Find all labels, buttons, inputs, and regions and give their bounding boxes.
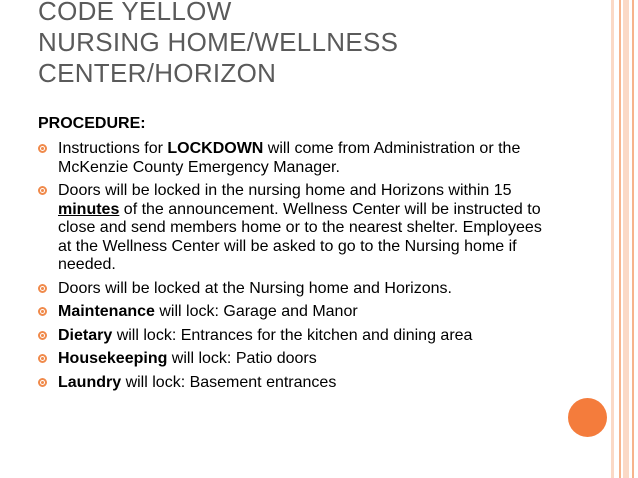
bullet-list <box>38 140 558 392</box>
list-item: Laundry will lock: Basement entrances <box>38 374 558 393</box>
ring-bullet-icon <box>38 144 47 153</box>
slide-content <box>38 114 558 397</box>
stripe-1 <box>611 0 614 478</box>
list-item: Dietary will lock: Entrances for the kitchen and dining area <box>38 327 558 346</box>
list-item: Housekeeping will lock: Patio doors <box>38 350 558 369</box>
title-line-3: CENTER/HORIZON <box>38 58 277 88</box>
list-item: Doors will be locked at the Nursing home and Horizons. <box>38 280 558 299</box>
right-stripe-decoration <box>606 0 638 478</box>
ring-bullet-icon <box>38 354 47 363</box>
ring-bullet-icon <box>38 307 47 316</box>
title-line-1: CODE YELLOW <box>38 0 232 26</box>
ring-bullet-icon <box>38 186 47 195</box>
ring-bullet-icon <box>38 331 47 340</box>
procedure-heading: PROCEDURE: <box>38 115 146 132</box>
list-item: Maintenance will lock: Garage and Manor <box>38 303 558 322</box>
title-line-2: NURSING HOME/WELLNESS <box>38 27 399 57</box>
ring-bullet-icon <box>38 284 47 293</box>
stripe-4 <box>632 0 634 478</box>
list-item: Instructions for LOCKDOWN will come from Administration or the McKenzie County Emergency Manager. <box>38 140 558 177</box>
list-item: Doors will be locked in the nursing home and Horizons within 15 minutes of the announcement. Wellness Center will be instructed to close and send members home or to the nearest shelter. Employees at the Wellness Center will be asked to go to the Nursing home if needed. <box>38 182 558 275</box>
orange-circle-decoration <box>568 398 607 437</box>
slide-title <box>38 0 598 89</box>
ring-bullet-icon <box>38 378 47 387</box>
stripe-2 <box>619 0 621 478</box>
stripe-3 <box>623 0 629 478</box>
